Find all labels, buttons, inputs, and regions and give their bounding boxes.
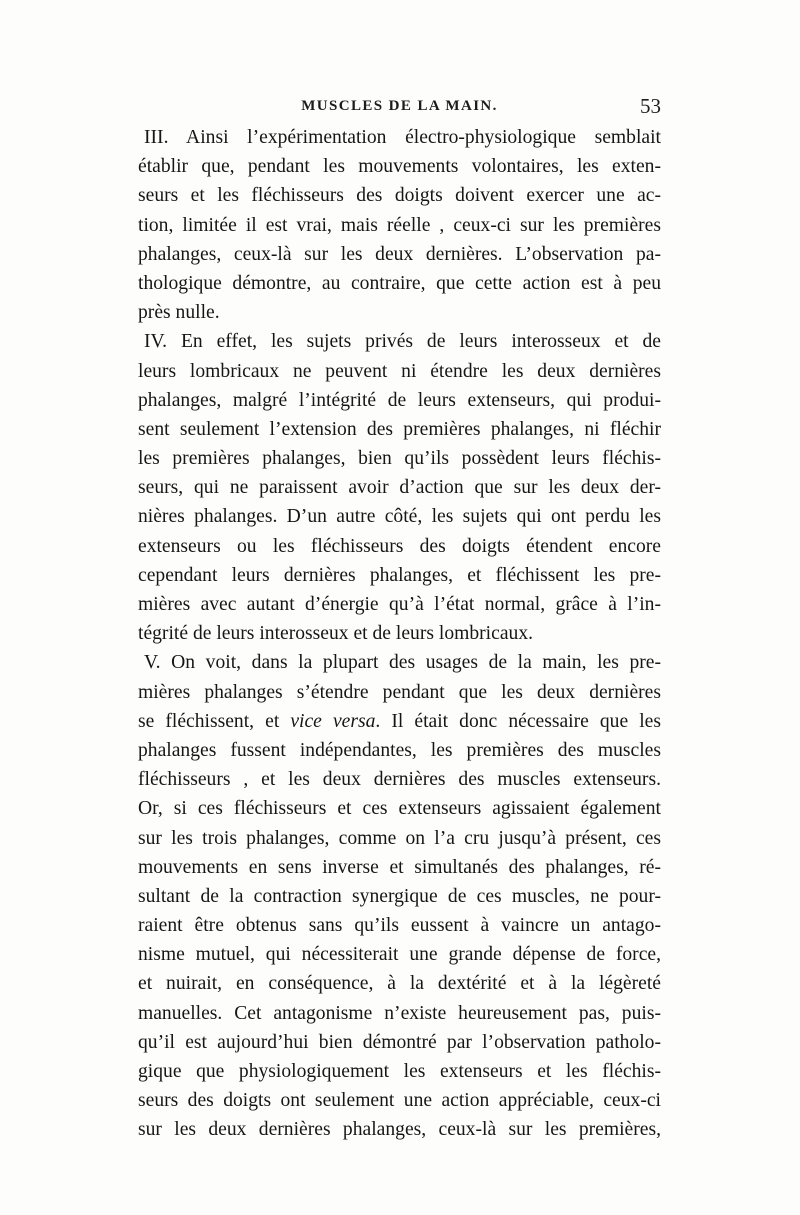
paragraph-3-line: phalanges, ceux-là sur les deux dernières. L’observation pa- xyxy=(138,243,661,265)
paragraph-5-line: V. On voit, dans la plupart des usages de la main, les pre- xyxy=(144,652,661,674)
paragraph-5-line: phalanges fussent indépendantes, les premières des muscles xyxy=(138,739,661,761)
paragraph-5-line: mouvements en sens inverse et simultanés des phalanges, ré- xyxy=(138,856,661,878)
paragraph-5-line: sur les deux dernières phalanges, ceux-là sur les premières, xyxy=(138,1119,661,1141)
paragraph-3-line: près nulle. xyxy=(138,302,220,324)
paragraph-4-line: cependant leurs dernières phalanges, et fléchissent les pre- xyxy=(138,564,661,586)
paragraph-3-line: thologique démontre, au contraire, que cette action est à peu xyxy=(138,272,661,294)
paragraph-5-line: fléchisseurs , et les deux dernières des muscles extenseurs. xyxy=(138,769,661,791)
paragraph-5-line xyxy=(138,707,661,736)
paragraph-4-line: les premières phalanges, bien qu’ils possèdent leurs fléchis- xyxy=(138,448,661,470)
paragraph-4-line: tégrité de leurs interosseux et de leurs lombricaux. xyxy=(138,623,534,645)
line-start: se fléchissent, et xyxy=(138,710,291,732)
paragraph-5-line: sur les trois phalanges, comme on l’a cru jusqu’à présent, ces xyxy=(138,827,661,849)
paragraph-5-line: manuelles. Cet antagonisme n’existe heureusement pas, puis- xyxy=(138,1002,661,1024)
paragraph-5-line: seurs des doigts ont seulement une action appréciable, ceux-ci xyxy=(138,1090,661,1112)
paragraph-5-line: et nuirait, en conséquence, à la dextérité et à la légèreté xyxy=(138,973,661,995)
paragraph-5-line: gique que physiologiquement les extenseurs et les fléchis- xyxy=(138,1061,661,1082)
paragraph-4-line: mières avec autant d’énergie qu’à l’état normal, grâce à l’in- xyxy=(138,594,661,615)
paragraph-4-line: extenseurs ou les fléchisseurs des doigts étendent encore xyxy=(138,535,661,557)
paragraph-4-line: seurs, qui ne paraissent avoir d’action que sur les deux der- xyxy=(138,477,661,499)
paragraph-4-line: phalanges, malgré l’intégrité de leurs extenseurs, qui produi- xyxy=(138,389,661,411)
paragraph-5-line: Or, si ces fléchisseurs et ces extenseurs agissaient également xyxy=(138,798,661,820)
paragraph-4-line: leurs lombricaux ne peuvent ni étendre les deux dernières xyxy=(138,360,661,382)
running-head xyxy=(138,96,661,120)
body-text xyxy=(138,123,661,1145)
paragraph-3-line: seurs et les fléchisseurs des doigts doivent exercer une ac- xyxy=(138,185,661,207)
paragraph-5-line: raient être obtenus sans qu’ils eussent à vaincre un antago- xyxy=(138,915,661,937)
paragraph-3-line: tion, limitée il est vrai, mais réelle , ceux-ci sur les premières xyxy=(138,214,661,236)
paragraph-4-line: sent seulement l’extension des premières phalanges, ni fléchir xyxy=(138,418,661,440)
line-end: . Il était donc nécessaire que les xyxy=(375,710,661,732)
page-number: 53 xyxy=(640,94,661,118)
paragraph-5-line: qu’il est aujourd’hui bien démontré par l’observation patholo- xyxy=(138,1031,661,1053)
paragraph-4-line: IV. En effet, les sujets privés de leurs interosseux et de xyxy=(144,331,661,353)
running-title: MUSCLES DE LA MAIN. xyxy=(301,98,498,114)
paragraph-5-line: sultant de la contraction synergique de ces muscles, ne pour- xyxy=(138,885,661,907)
paragraph-5-line: mières phalanges s’étendre pendant que les deux dernières xyxy=(138,681,661,703)
paragraph-3-line: III. Ainsi l’expérimentation électro-physiologique semblait xyxy=(144,127,661,148)
paragraph-4-line: nières phalanges. D’un autre côté, les sujets qui ont perdu les xyxy=(138,506,661,528)
paragraph-5-line: nisme mutuel, qui nécessiterait une grande dépense de force, xyxy=(138,944,661,966)
paragraph-3-line: établir que, pendant les mouvements volontaires, les exten- xyxy=(138,156,661,178)
italic-phrase: vice versa xyxy=(290,710,376,732)
